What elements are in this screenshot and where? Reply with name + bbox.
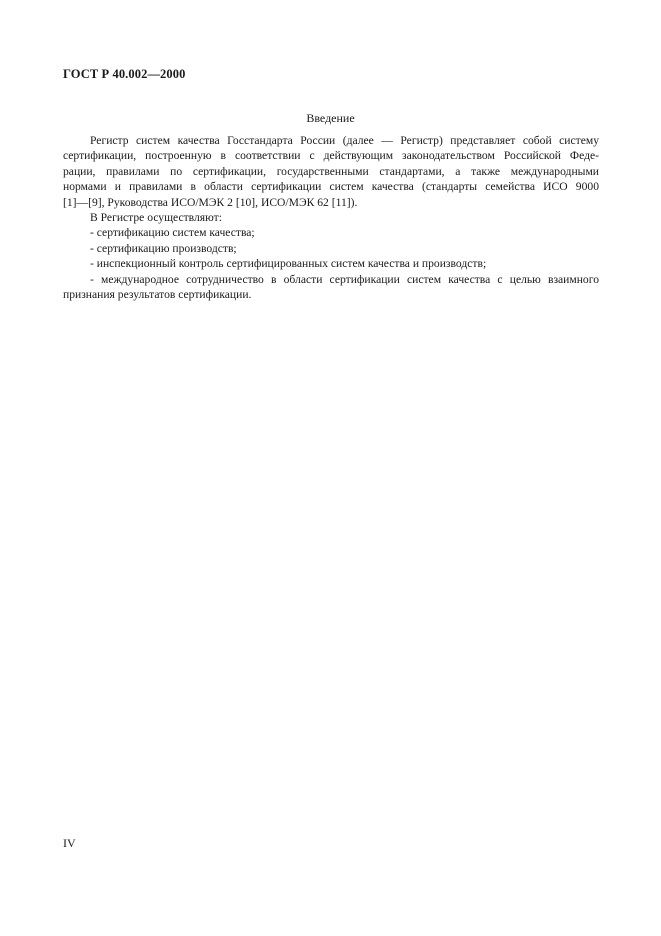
activities-list: [63, 210, 599, 302]
section-body: [63, 133, 599, 302]
list-item: - сертификацию производств;: [90, 241, 237, 255]
paragraph-line: [1]—[9], Руководства ИСО/МЭК 2 [10], ИСО/МЭК 62 [11]).: [63, 195, 358, 209]
paragraph-line: рации, правилами по сертификации, государственными стандартами, а также международными: [63, 164, 599, 178]
paragraph-line: нормами и правилами в области сертификации систем качества (стандарты семейства ИСО 9000: [63, 180, 599, 194]
intro-paragraph: [63, 133, 599, 210]
list-item: - международное сотрудничество в области сертификации систем качества с целью взаимного: [90, 272, 599, 286]
list-intro: В Регистре осуществляют:: [90, 211, 222, 225]
paragraph-line: Регистр систем качества Госстандарта России (далее — Регистр) представляет собой систему: [90, 134, 599, 147]
section-title: Введение: [306, 111, 355, 125]
list-item: - сертификацию систем качества;: [90, 226, 255, 240]
paragraph-line: сертификации, построенную в соответствии с действующим законодательством Российской Феде-: [63, 149, 599, 163]
page-number: IV: [63, 836, 76, 850]
standard-designation-header: ГОСТ Р 40.002—2000: [63, 67, 186, 81]
list-item-continuation: признания результатов сертификации.: [63, 288, 252, 302]
list-item: - инспекционный контроль сертифицированных систем качества и производств;: [90, 257, 487, 271]
